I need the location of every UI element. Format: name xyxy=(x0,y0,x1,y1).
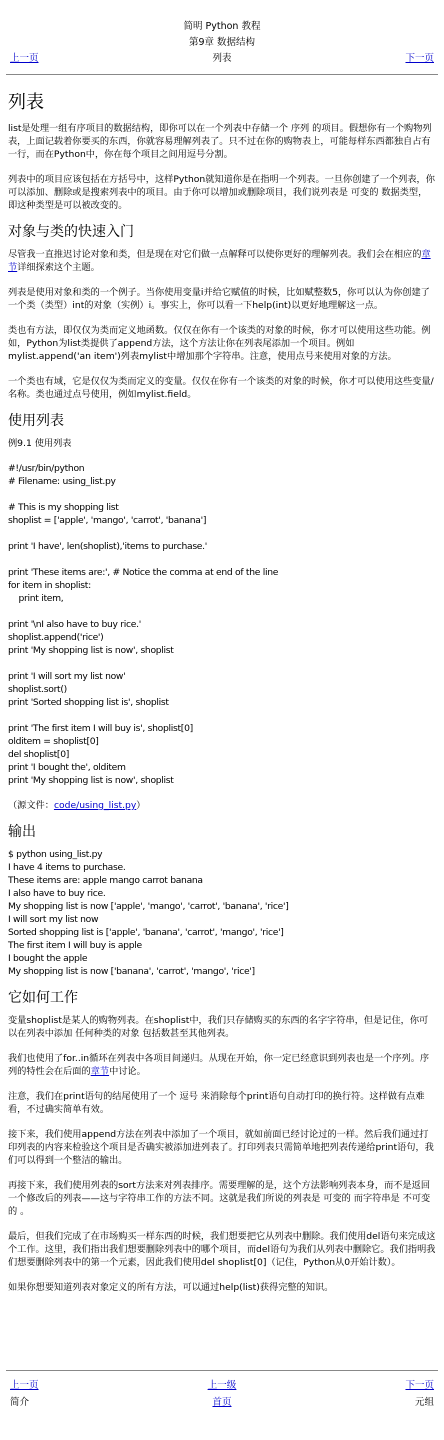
top-navigation xyxy=(0,0,444,74)
output-line: Sorted shopping list is ['apple', 'banana', 'carrot', 'mango', 'rice'] xyxy=(8,927,284,938)
chapter-link-2[interactable]: 章节 xyxy=(90,1066,110,1077)
objects-paragraph-4: 一个类也有域，它是仅仅为类而定义的变量。仅仅在你有一个该类的对象的时候，你才可以使用这些变量/名称。类也通过点号使用，例如mylist.field。 xyxy=(8,376,434,400)
footer-up-link[interactable]: 上一级 xyxy=(207,1380,237,1391)
objects-paragraph-3: 类也有方法，即仅仅为类而定义地函数。仅仅在你有一个该类的对象的时候，你才可以使用这些功能。例如，Python为list类提供了append方法，这个方法让你在列表尾添加一个项目。例如mylist.append('an item')列表mylist中增加那个字符串。注意，使用点号来使用对象的方法。 xyxy=(8,325,431,362)
how-paragraph-2-text: 我们也使用了for..in循环在列表中各项目间递归。从现在开始，你一定已经意识到列表也是一个序列。序列的特性会在后面的 xyxy=(8,1053,430,1077)
how-paragraph-5: 再接下来，我们使用列表的sort方法来对列表排序。需要理解的是，这个方法影响列表本身，而不是返回一个修改后的列表——这与字符串工作的方法不同。这就是我们所说的列表是 可变的 而字符串是 不可变的 。 xyxy=(8,1180,431,1217)
source-file-link[interactable]: code/using_list.py xyxy=(53,800,137,811)
how-paragraph-2-tail: 中讨论。 xyxy=(109,1066,146,1077)
output-line: My shopping list is now ['banana', 'carrot', 'mango', 'rice'] xyxy=(8,966,255,977)
book-title: 简明 Python 教程 xyxy=(183,21,261,32)
code-line: shoplist.sort() xyxy=(8,684,67,695)
code-line: # This is my shopping list xyxy=(8,502,119,513)
footer-prev-title: 简介 xyxy=(10,1397,30,1408)
code-line: print 'These items are:', # Notice the comma at end of the line xyxy=(8,567,279,578)
code-line: print 'I bought the', olditem xyxy=(8,762,126,773)
code-line: shoplist = ['apple', 'mango', 'carrot', 'banana'] xyxy=(8,515,207,526)
code-line: shoplist.append('rice') xyxy=(8,632,104,643)
source-prefix: （源文件： xyxy=(8,800,54,811)
footer-next-title: 元组 xyxy=(414,1397,434,1408)
next-page-link[interactable]: 下一页 xyxy=(405,53,434,64)
output-line: My shopping list is now ['apple', 'mango', 'carrot', 'banana', 'rice'] xyxy=(8,901,289,912)
footer-home-link[interactable]: 首页 xyxy=(212,1397,232,1408)
chapter-link[interactable]: 章节 xyxy=(8,249,431,273)
output-line: I will sort my list now xyxy=(8,914,99,925)
how-paragraph-3: 注意，我们在print语句的结尾使用了一个 逗号 来消除每个print语句自动打印的换行符。这样做有点难看，不过确实简单有效。 xyxy=(8,1091,425,1115)
page-heading: 列表 xyxy=(8,92,44,113)
code-line: print 'The first item I will buy is', shoplist[0] xyxy=(8,723,193,734)
objects-paragraph-2: 列表是使用对象和类的一个例子。当你使用变量i并给它赋值的时候，比如赋整数5，你可以认为你创建了一个类（类型）int的对象（实例）i。事实上，你可以看一下help(int)以更好地理解这一点。 xyxy=(8,287,430,311)
output-line: I have 4 items to purchase. xyxy=(8,862,126,873)
code-line: print 'My shopping list is now', shoplist xyxy=(8,775,174,786)
heading-how-it-works: 它如何工作 xyxy=(8,990,78,1006)
output-line: These items are: apple mango carrot banana xyxy=(8,875,203,886)
footer-home-link-wrap xyxy=(0,1396,444,1409)
code-line: # Filename: using_list.py xyxy=(8,476,116,487)
objects-paragraph-1-tail: 详细探索这个主题。 xyxy=(17,262,100,273)
how-paragraph-4: 接下来，我们使用append方法在列表中添加了一个项目，就如前面已经讨论过的一样。然后我们通过打印列表的内容来检验这个项目是否确实被添加进列表了。打印列表只需简单地把列表传递给print语句，我们可以得到一个整洁的输出。 xyxy=(8,1129,434,1166)
code-line: print 'I have', len(shoplist),'items to purchase.' xyxy=(8,541,207,552)
how-paragraph-2 xyxy=(8,1052,436,1078)
code-line xyxy=(8,605,436,618)
header-divider xyxy=(6,74,438,75)
output-line: The first item I will buy is apple xyxy=(8,940,142,951)
how-paragraph-7: 如果你想要知道列表对象定义的所有方法，可以通过help(list)获得完整的知识。 xyxy=(8,1282,334,1293)
heading-objects-classes: 对象与类的快速入门 xyxy=(8,224,134,240)
code-line: print 'I will sort my list now' xyxy=(8,671,126,682)
heading-output: 输出 xyxy=(8,824,36,840)
code-line xyxy=(8,657,436,670)
code-line xyxy=(8,709,436,722)
source-file-note xyxy=(8,799,436,812)
code-block xyxy=(8,462,436,787)
section-title: 列表 xyxy=(212,53,232,64)
intro-paragraph-2: 列表中的项目应该包括在方括号中，这样Python就知道你是在指明一个列表。一旦你创建了一个列表，你可以添加、删除或是搜索列表中的项目。由于你可以增加或删除项目，我们说列表是 可变的 数据类型，即这种类型是可以被改变的。 xyxy=(8,174,435,211)
example-caption: 例9.1 使用列表 xyxy=(8,438,72,449)
main-content xyxy=(8,88,436,1294)
objects-paragraph-1-text: 尽管我一直推迟讨论对象和类，但是现在对它们做一点解释可以使你更好的理解列表。我们会在相应的 xyxy=(8,249,422,260)
prev-page-link[interactable]: 上一页 xyxy=(10,53,39,64)
code-line: olditem = shoplist[0] xyxy=(8,736,99,747)
output-line: I bought the apple xyxy=(8,953,88,964)
code-line: for item in shoplist: xyxy=(8,580,91,591)
footer-up-link-wrap xyxy=(0,1379,444,1392)
code-line: del shoplist[0] xyxy=(8,749,70,760)
how-paragraph-6: 最后，但我们完成了在市场购买一样东西的时候，我们想要把它从列表中删除。我们使用del语句来完成这个工作。这里，我们指出我们想要删除列表中的哪个项目，而del语句为我们从列表中删除它。我们指明我们想要删除列表中的第一个元素，因此我们使用del shoplist[0]（记住，Python从0开始计数）。 xyxy=(8,1231,436,1268)
code-line: print '\nI also have to buy rice.' xyxy=(8,619,141,630)
code-line: print 'Sorted shopping list is', shoplist xyxy=(8,697,169,708)
footer-prev-link[interactable]: 上一页 xyxy=(10,1380,39,1391)
how-paragraph-1: 变量shoplist是某人的购物列表。在shoplist中，我们只存储购买的东西的名字字符串，但是记住，你可以在列表中添加 任何种类的对象 包括数甚至其他列表。 xyxy=(8,1015,429,1039)
output-line: $ python using_list.py xyxy=(8,849,103,860)
heading-using-list: 使用列表 xyxy=(8,413,64,429)
code-line xyxy=(8,527,436,540)
intro-paragraph-1: list是处理一组有序项目的数据结构，即你可以在一个列表中存储一个 序列 的项目。假想你有一个购物列表，上面记载着你要买的东西，你就容易理解列表了。只不过在你的购物表上，可能每样东西都独自占有一行，而在Python中，你在每个项目之间用逗号分割。 xyxy=(8,123,432,160)
source-suffix: ） xyxy=(136,800,146,811)
code-line xyxy=(8,488,436,501)
output-block xyxy=(8,848,436,978)
footer-next-link[interactable]: 下一页 xyxy=(405,1380,434,1391)
code-line xyxy=(8,553,436,566)
code-line: print 'My shopping list is now', shoplist xyxy=(8,645,174,656)
code-line: #!/usr/bin/python xyxy=(8,463,85,474)
objects-paragraph-1 xyxy=(8,248,436,274)
bottom-navigation xyxy=(0,1370,444,1440)
output-line: I also have to buy rice. xyxy=(8,888,106,899)
chapter-title: 第9章 数据结构 xyxy=(188,37,256,48)
code-line: print item, xyxy=(8,593,64,604)
